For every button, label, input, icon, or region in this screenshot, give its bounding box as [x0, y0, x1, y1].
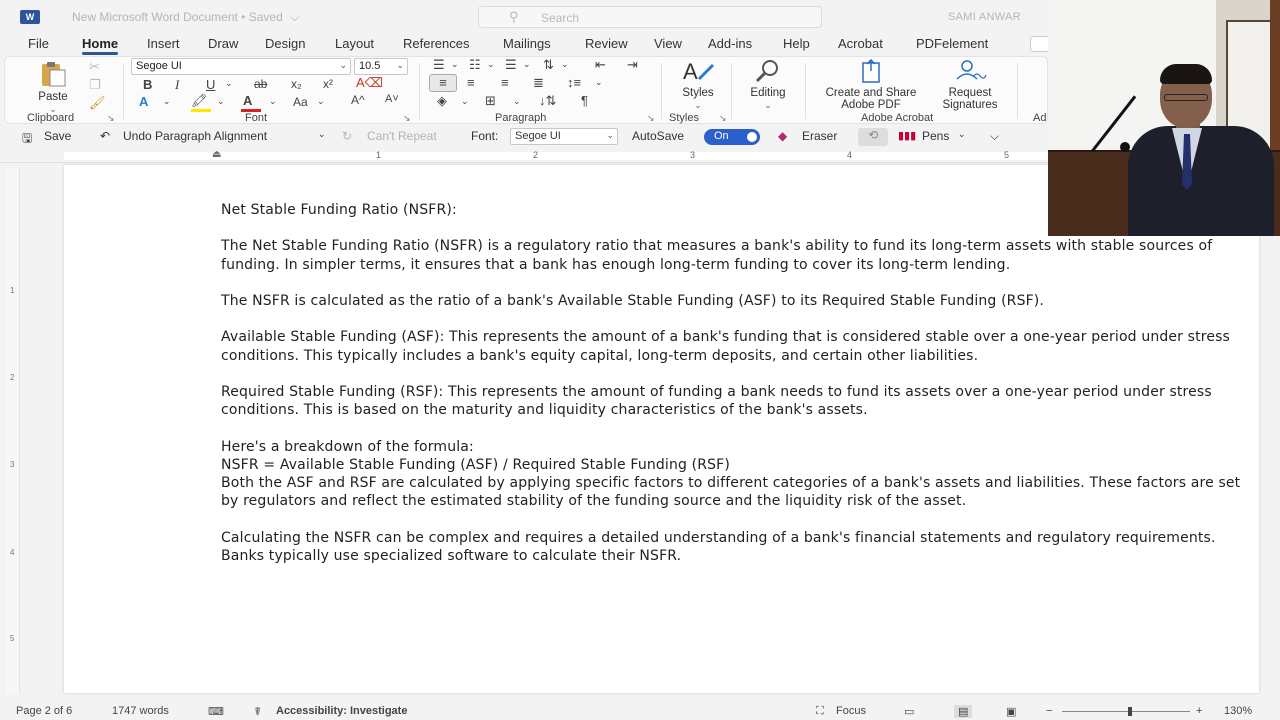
- grow-font-button[interactable]: A^: [351, 93, 365, 107]
- document-page[interactable]: [64, 165, 1259, 693]
- tab-references[interactable]: References: [403, 36, 470, 51]
- document-name: New Microsoft Word Document: [72, 10, 238, 24]
- ruler-mark: 2: [10, 373, 15, 382]
- indent-marker-icon[interactable]: ⏏: [212, 149, 222, 160]
- document-heading: Net Stable Funding Ratio (NSFR):: [221, 202, 457, 218]
- autosave-label: AutoSave: [632, 129, 685, 143]
- read-mode-icon[interactable]: ▭: [904, 706, 915, 718]
- chevron-down-icon: ⌵: [290, 10, 300, 24]
- font-label: Font:: [471, 129, 499, 143]
- tab-design[interactable]: Design: [265, 36, 306, 51]
- proofing-icon[interactable]: ⌨: [208, 706, 224, 718]
- paste-label: Paste: [38, 91, 68, 103]
- create-pdf-label-2: Adobe PDF: [841, 99, 901, 111]
- cut-icon[interactable]: ✂: [89, 59, 100, 74]
- ruler-mark: 5: [1004, 150, 1010, 160]
- create-pdf-icon: [856, 59, 886, 83]
- shrink-font-button[interactable]: A˅: [385, 93, 399, 105]
- paragraph-breakdown-intro: Here's a breakdown of the formula:: [221, 438, 474, 455]
- status-bar: [0, 703, 1280, 720]
- search-input[interactable]: [478, 6, 822, 28]
- chevron-down-icon[interactable]: ⌄: [317, 96, 325, 106]
- chevron-down-icon[interactable]: ⌄: [595, 77, 603, 87]
- editing-button[interactable]: [739, 59, 797, 111]
- align-left-icon: ≡: [439, 75, 447, 90]
- page-count[interactable]: Page 2 of 6: [16, 705, 73, 717]
- zoom-out-button[interactable]: −: [1046, 705, 1053, 717]
- shading-icon[interactable]: ◈: [437, 93, 447, 108]
- align-left-button[interactable]: [429, 74, 457, 92]
- adobe-acrobat-group-label: Adobe Acrobat: [861, 112, 934, 124]
- zoom-in-button[interactable]: +: [1196, 705, 1203, 717]
- undo-button[interactable]: Undo Paragraph Alignment: [123, 129, 268, 143]
- bold-button[interactable]: B: [143, 77, 153, 92]
- share-button[interactable]: [1030, 36, 1050, 52]
- tab-layout[interactable]: Layout: [335, 36, 375, 51]
- ruler-mark: 2: [533, 150, 539, 160]
- chevron-down-icon[interactable]: ⌄: [451, 59, 459, 69]
- increase-indent-icon[interactable]: ⇥: [627, 57, 638, 72]
- ruler-mark: 3: [690, 150, 696, 160]
- underline-button[interactable]: U: [206, 77, 216, 92]
- tab-file[interactable]: File: [28, 36, 49, 51]
- paragraph-calculation: The NSFR is calculated as the ratio of a bank's Available Stable Funding (ASF) to its Required Stable Funding (RSF).: [221, 292, 1045, 309]
- highlight-icon[interactable]: 🖍: [191, 93, 208, 108]
- ribbon: [4, 56, 1048, 124]
- font-color-icon[interactable]: A: [243, 93, 253, 108]
- paragraph-rsf: Required Stable Funding (RSF): This represents the amount of funding a bank needs to fund its assets over a one-year period under stress conditions. This is based on the maturity and liquidity characteristics of the bank's assets.: [221, 383, 1212, 419]
- paragraph-factors: Both the ASF and RSF are calculated by applying specific factors to different categories of a bank's assets and liabilities. These factors are set by regulators and reflect the estimated stability of the funding source and the liquidity risk of the asset.: [221, 474, 1241, 510]
- signature-icon: [953, 59, 987, 83]
- accessibility-icon[interactable]: ☤: [254, 706, 262, 718]
- tab-pdfelement[interactable]: PDFelement: [916, 36, 989, 51]
- tab-home[interactable]: Home: [82, 36, 119, 51]
- search-placeholder: Search: [541, 11, 580, 25]
- align-center-icon[interactable]: ≡: [467, 75, 475, 90]
- ruler-mark: 1: [376, 150, 382, 160]
- bullets-icon[interactable]: ☰: [433, 57, 445, 72]
- chevron-down-icon: ⌄: [49, 104, 57, 114]
- chevron-down-icon[interactable]: ⌄: [217, 96, 225, 106]
- paste-button[interactable]: [29, 61, 77, 115]
- styles-button[interactable]: [673, 59, 723, 111]
- chevron-down-icon[interactable]: ⌄: [318, 129, 326, 139]
- font-name-combo[interactable]: Segoe UI ⌄: [131, 58, 351, 75]
- chevron-down-icon: ⌄: [764, 100, 772, 110]
- tab-help[interactable]: Help: [783, 36, 810, 51]
- styles-group-label: Styles: [669, 112, 699, 124]
- align-right-icon[interactable]: ≡: [501, 75, 509, 90]
- zoom-slider[interactable]: [1062, 711, 1190, 712]
- vertical-ruler[interactable]: [6, 168, 20, 693]
- chevron-down-icon[interactable]: ⌄: [958, 129, 966, 139]
- tab-insert[interactable]: Insert: [147, 36, 180, 51]
- microphone: [1120, 142, 1130, 152]
- search-icon: ⚲: [509, 9, 519, 24]
- tab-review[interactable]: Review: [585, 36, 628, 51]
- chevron-down-icon: ⌄: [606, 130, 614, 140]
- show-marks-icon[interactable]: ¶: [581, 93, 588, 108]
- clipboard-launcher-icon[interactable]: ↘: [107, 113, 115, 123]
- svg-text:A: A: [683, 59, 698, 83]
- paragraph-definition: The Net Stable Funding Ratio (NSFR) is a regulatory ratio that measures a bank's ability to fund its long-term assets with stable sources of funding. In simpler terms, it ensures that a bank has enough long-term funding to cover its long-term lending.: [221, 238, 1213, 273]
- change-case-button[interactable]: Aa: [293, 95, 308, 109]
- line-spacing-icon[interactable]: ↕≡: [567, 75, 582, 90]
- pens-button[interactable]: Pens: [922, 129, 950, 143]
- chevron-down-icon[interactable]: ⌄: [269, 96, 277, 106]
- tab-add-ins[interactable]: Add-ins: [708, 36, 753, 51]
- clear-formatting-icon[interactable]: A⌫: [356, 75, 384, 90]
- user-name[interactable]: SAMI ANWAR: [948, 11, 1021, 23]
- ruler-mark: 5: [10, 634, 15, 643]
- copy-icon[interactable]: ❐: [89, 77, 101, 92]
- repeat-button: Can't Repeat: [367, 129, 437, 143]
- chevron-down-icon: ⌄: [396, 60, 404, 70]
- chevron-down-icon[interactable]: ⌄: [487, 59, 495, 69]
- tab-view[interactable]: View: [654, 36, 682, 51]
- multilevel-list-icon[interactable]: ☰: [505, 57, 517, 72]
- document-title[interactable]: New Microsoft Word Document • Saved ⌵: [72, 10, 300, 24]
- eraser-icon[interactable]: ◆: [778, 129, 788, 143]
- text-effects-icon[interactable]: A: [139, 94, 149, 109]
- numbering-icon[interactable]: ☷: [469, 57, 481, 72]
- sort-icon[interactable]: ⇅: [543, 57, 554, 72]
- styles-launcher-icon[interactable]: ↘: [719, 113, 727, 123]
- chevron-down-icon[interactable]: ⌄: [225, 78, 233, 88]
- customize-qat-icon[interactable]: ⌵: [990, 129, 1000, 143]
- decrease-indent-icon[interactable]: ⇤: [595, 57, 606, 72]
- highlight-color-bar: [191, 109, 211, 112]
- document-body[interactable]: [221, 201, 1251, 583]
- styles-label: Styles: [682, 87, 714, 99]
- tab-mailings[interactable]: Mailings: [503, 36, 551, 51]
- ruler-mark: 1: [10, 286, 15, 295]
- paste-icon: [38, 61, 68, 87]
- chevron-down-icon[interactable]: ⌄: [561, 59, 569, 69]
- save-button[interactable]: Save: [44, 129, 72, 143]
- word-count[interactable]: 1747 words: [112, 705, 169, 717]
- justify-icon[interactable]: ≣: [533, 75, 544, 90]
- chevron-down-icon[interactable]: ⌄: [461, 96, 469, 106]
- italic-button[interactable]: I: [175, 77, 180, 92]
- styles-icon: [681, 59, 715, 83]
- tab-draw[interactable]: Draw: [208, 36, 239, 51]
- chevron-down-icon: ⌄: [694, 100, 702, 110]
- presenter-webcam: [1048, 0, 1280, 236]
- focus-icon[interactable]: ⛶: [816, 705, 824, 717]
- paragraph-launcher-icon[interactable]: ↘: [647, 113, 655, 123]
- save-icon[interactable]: 🖫: [22, 131, 33, 145]
- find-icon: [753, 59, 783, 83]
- ruler-mark: 4: [847, 150, 853, 160]
- request-label-1: Request: [948, 87, 992, 99]
- ruler-mark: 3: [10, 460, 15, 469]
- chevron-down-icon[interactable]: ⌄: [163, 96, 171, 106]
- chevron-down-icon: ⌄: [339, 60, 347, 70]
- quick-access-toolbar: [0, 126, 1048, 148]
- pens-icon[interactable]: ▮▮▮: [898, 130, 917, 142]
- save-state: Saved: [248, 10, 283, 24]
- qat-font-combo[interactable]: Segoe UI ⌄: [510, 128, 618, 145]
- create-share-pdf-button[interactable]: [813, 59, 929, 111]
- font-size-combo[interactable]: 10.5 ⌄: [354, 58, 408, 75]
- ruler-mark: 4: [10, 548, 15, 557]
- create-pdf-label-1: Create and Share: [825, 87, 917, 99]
- superscript-button[interactable]: x²: [323, 77, 333, 91]
- autosave-state: On: [714, 130, 729, 142]
- horizontal-ruler[interactable]: [0, 149, 1048, 163]
- paragraph-formula: NSFR = Available Stable Funding (ASF) / Required Stable Funding (RSF): [221, 456, 730, 473]
- paragraph-complexity: Calculating the NSFR can be complex and requires a detailed understanding of a bank's financial statements and regulatory requirements. Banks typically use specialized software to calculate their NSFR.: [221, 529, 1216, 564]
- chevron-down-icon[interactable]: ⌄: [513, 96, 521, 106]
- focus-button[interactable]: Focus: [836, 705, 866, 717]
- autosave-toggle[interactable]: [704, 129, 760, 145]
- chevron-down-icon[interactable]: ⌄: [523, 59, 531, 69]
- clipboard-group-label: Clipboard: [27, 112, 75, 124]
- zoom-slider-thumb[interactable]: [1128, 707, 1132, 716]
- truncated-group-label: Ad: [1033, 112, 1047, 124]
- zoom-level[interactable]: 130%: [1224, 705, 1253, 717]
- request-label-2: Signatures: [942, 99, 998, 111]
- web-layout-icon[interactable]: ▣: [1006, 706, 1017, 718]
- lasso-icon[interactable]: ⟲: [858, 128, 888, 146]
- accessibility-status[interactable]: Accessibility: Investigate: [276, 705, 408, 717]
- font-group-label: Font: [245, 112, 268, 124]
- borders-icon[interactable]: ⊞: [485, 93, 496, 108]
- strikethrough-button[interactable]: ab: [254, 77, 268, 91]
- sort-az-icon[interactable]: ↓⇅: [539, 93, 557, 108]
- word-app-icon[interactable]: W: [20, 10, 40, 24]
- undo-icon[interactable]: ↶: [100, 129, 111, 143]
- font-launcher-icon[interactable]: ↘: [403, 113, 411, 123]
- request-signatures-button[interactable]: [931, 59, 1009, 111]
- eraser-button[interactable]: Eraser: [802, 129, 838, 143]
- paragraph-group-label: Paragraph: [495, 112, 547, 124]
- paragraph-asf: Available Stable Funding (ASF): This represents the amount of a bank's funding that is considered stable over a one-year period under stress conditions. This typically includes a bank's equity capital, long-term deposits, and certain other liabilities.: [221, 329, 1230, 364]
- subscript-button[interactable]: x₂: [291, 77, 302, 91]
- print-layout-icon[interactable]: ▤: [954, 705, 972, 718]
- editing-label: Editing: [750, 87, 786, 99]
- tab-acrobat[interactable]: Acrobat: [838, 36, 883, 51]
- format-painter-icon[interactable]: 🖌: [89, 95, 106, 110]
- repeat-icon: ↻: [342, 129, 353, 143]
